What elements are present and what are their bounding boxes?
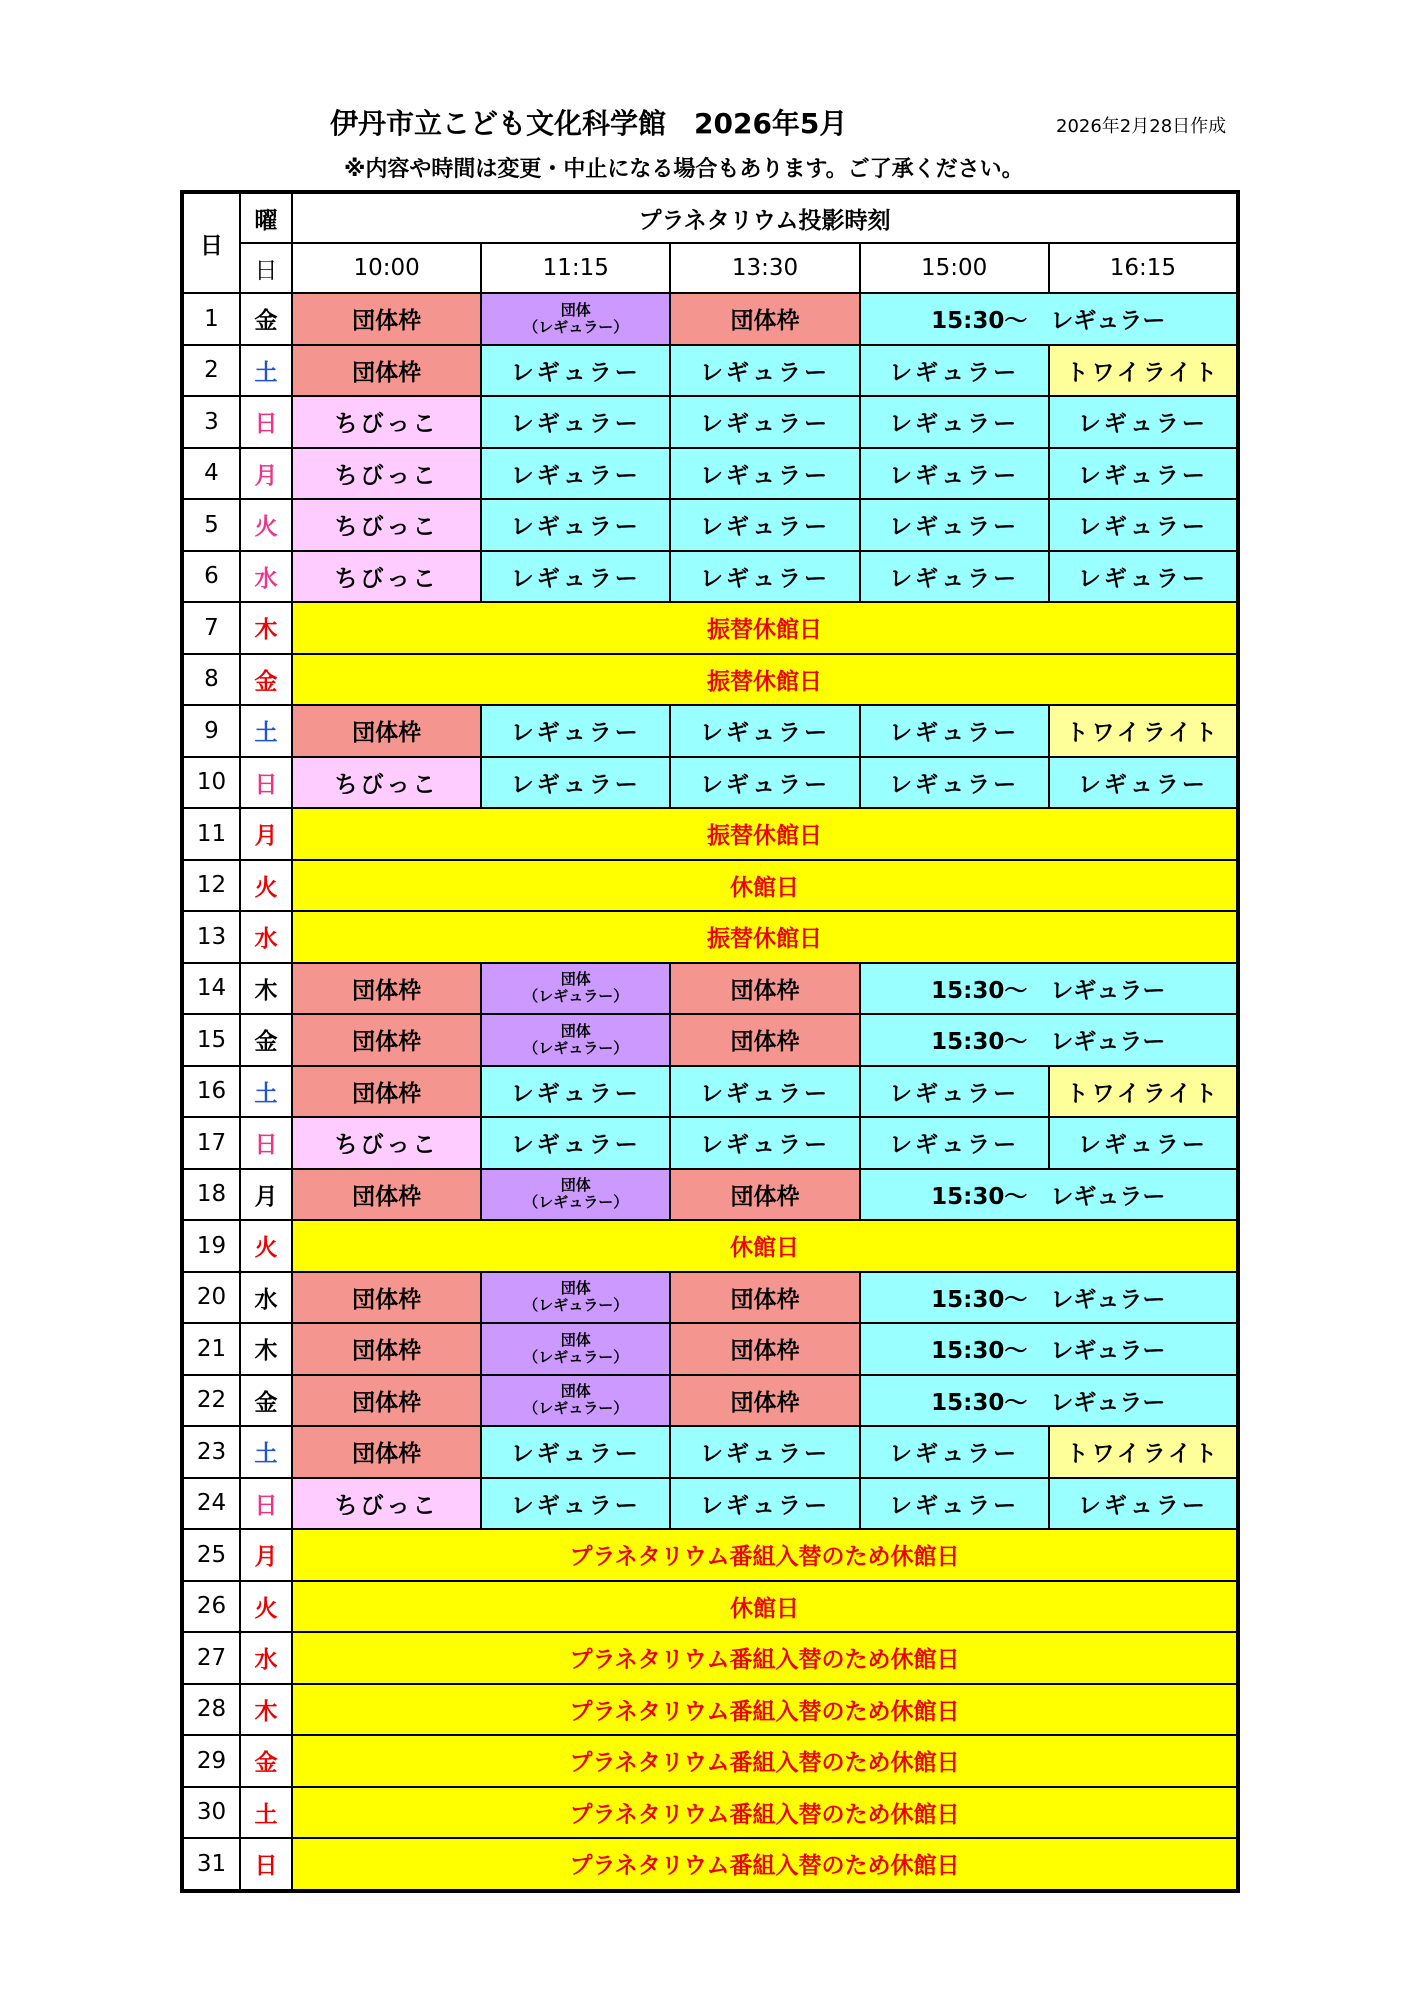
regular-slot: レギュラー	[670, 396, 859, 448]
regular-slot: レギュラー	[860, 705, 1049, 757]
weekday-cell: 水	[240, 551, 292, 603]
regular-slot: レギュラー	[481, 1066, 670, 1118]
table-row	[182, 1066, 1238, 1118]
day-number: 9	[182, 705, 240, 757]
dantai-slot: 団体枠	[670, 1272, 859, 1324]
dantai-slot: 団体枠	[670, 1323, 859, 1375]
regular-small-label: （レギュラー）	[523, 1296, 629, 1315]
dantai-regular-slot	[481, 1323, 670, 1375]
regular-small-label: （レギュラー）	[523, 317, 629, 336]
dantai-regular-slot	[481, 1375, 670, 1427]
day-number: 13	[182, 911, 240, 963]
day-number: 10	[182, 757, 240, 809]
weekday-cell: 土	[240, 1787, 292, 1839]
weekday-cell: 水	[240, 911, 292, 963]
day-number: 18	[182, 1169, 240, 1221]
regular-slot: レギュラー	[481, 345, 670, 397]
weekday-cell: 木	[240, 1323, 292, 1375]
regular-small-label: （レギュラー）	[523, 1038, 629, 1057]
table-row	[182, 499, 1238, 551]
regular-slot: レギュラー	[481, 1426, 670, 1478]
regular-slot: レギュラー	[481, 1478, 670, 1530]
dantai-small-label: 団体	[560, 1176, 591, 1194]
day-number: 2	[182, 345, 240, 397]
dantai-slot: 団体枠	[292, 963, 481, 1015]
weekday-cell: 木	[240, 602, 292, 654]
regular-slot: レギュラー	[481, 757, 670, 809]
table-row	[182, 1426, 1238, 1478]
dantai-slot: 団体枠	[292, 1323, 481, 1375]
day-number: 1	[182, 293, 240, 345]
dantai-slot: 団体枠	[292, 1426, 481, 1478]
table-row	[182, 1735, 1238, 1787]
regular-slot: レギュラー	[860, 396, 1049, 448]
regular-slot: レギュラー	[860, 1066, 1049, 1118]
closed-day-cell: プラネタリウム番組入替のため休館日	[292, 1684, 1238, 1736]
closed-day-cell: 振替休館日	[292, 654, 1238, 706]
day-number: 17	[182, 1117, 240, 1169]
table-row	[182, 602, 1238, 654]
header-day: 日	[182, 192, 240, 293]
weekday-cell: 金	[240, 293, 292, 345]
dantai-small-label: 団体	[560, 1382, 591, 1400]
header-time-1000: 10:00	[292, 243, 481, 293]
closed-day-cell: 振替休館日	[292, 911, 1238, 963]
weekday-cell: 水	[240, 1632, 292, 1684]
twilight-slot: トワイライト	[1049, 1066, 1238, 1118]
weekday-cell: 月	[240, 448, 292, 500]
weekday-cell: 木	[240, 963, 292, 1015]
late-regular-slot: 15:30～ レギュラー	[860, 1375, 1238, 1427]
day-number: 3	[182, 396, 240, 448]
table-row	[182, 808, 1238, 860]
regular-slot: レギュラー	[481, 705, 670, 757]
day-number: 6	[182, 551, 240, 603]
regular-slot: レギュラー	[670, 1426, 859, 1478]
header-time-1615: 16:15	[1049, 243, 1238, 293]
header-time-1500: 15:00	[860, 243, 1049, 293]
day-number: 7	[182, 602, 240, 654]
header-weekday-bottom: 日	[240, 243, 292, 293]
dantai-slot: 団体枠	[292, 1169, 481, 1221]
weekday-cell: 月	[240, 808, 292, 860]
day-number: 24	[182, 1478, 240, 1530]
day-number: 15	[182, 1014, 240, 1066]
twilight-slot: トワイライト	[1049, 345, 1238, 397]
day-number: 22	[182, 1375, 240, 1427]
regular-slot: レギュラー	[1049, 448, 1238, 500]
closed-day-cell: プラネタリウム番組入替のため休館日	[292, 1529, 1238, 1581]
regular-slot: レギュラー	[860, 1426, 1049, 1478]
regular-slot: レギュラー	[860, 499, 1049, 551]
regular-slot: レギュラー	[1049, 396, 1238, 448]
twilight-slot: トワイライト	[1049, 705, 1238, 757]
regular-slot: レギュラー	[670, 1478, 859, 1530]
header-weekday-top: 曜	[240, 192, 292, 243]
regular-slot: レギュラー	[670, 1117, 859, 1169]
regular-slot: レギュラー	[481, 448, 670, 500]
chibikko-slot: ちびっこ	[292, 499, 481, 551]
late-regular-slot: 15:30～ レギュラー	[860, 1169, 1238, 1221]
late-regular-slot: 15:30～ レギュラー	[860, 1323, 1238, 1375]
dantai-slot: 団体枠	[292, 293, 481, 345]
weekday-cell: 日	[240, 1117, 292, 1169]
table-row	[182, 1014, 1238, 1066]
table-row	[182, 757, 1238, 809]
day-number: 4	[182, 448, 240, 500]
regular-slot: レギュラー	[860, 551, 1049, 603]
weekday-cell: 水	[240, 1272, 292, 1324]
regular-slot: レギュラー	[860, 448, 1049, 500]
regular-small-label: （レギュラー）	[523, 1399, 629, 1418]
day-number: 21	[182, 1323, 240, 1375]
table-row	[182, 1272, 1238, 1324]
table-row	[182, 1117, 1238, 1169]
day-number: 29	[182, 1735, 240, 1787]
weekday-cell: 月	[240, 1169, 292, 1221]
table-row	[182, 705, 1238, 757]
chibikko-slot: ちびっこ	[292, 1117, 481, 1169]
weekday-cell: 金	[240, 1014, 292, 1066]
dantai-slot: 団体枠	[292, 1375, 481, 1427]
table-row	[182, 1323, 1238, 1375]
weekday-cell: 火	[240, 1220, 292, 1272]
regular-slot: レギュラー	[670, 345, 859, 397]
dantai-slot: 団体枠	[670, 293, 859, 345]
regular-slot: レギュラー	[670, 551, 859, 603]
weekday-cell: 火	[240, 499, 292, 551]
weekday-cell: 木	[240, 1684, 292, 1736]
regular-small-label: （レギュラー）	[523, 1347, 629, 1366]
day-number: 5	[182, 499, 240, 551]
dantai-slot: 団体枠	[670, 1169, 859, 1221]
table-row	[182, 1375, 1238, 1427]
weekday-cell: 火	[240, 1581, 292, 1633]
closed-day-cell: プラネタリウム番組入替のため休館日	[292, 1632, 1238, 1684]
regular-slot: レギュラー	[481, 551, 670, 603]
table-row	[182, 1838, 1238, 1891]
dantai-small-label: 団体	[560, 970, 591, 988]
schedule-table	[180, 190, 1240, 1893]
table-row	[182, 345, 1238, 397]
weekday-cell: 土	[240, 705, 292, 757]
dantai-small-label: 団体	[560, 1330, 591, 1349]
table-row	[182, 293, 1238, 345]
regular-slot: レギュラー	[670, 757, 859, 809]
late-regular-slot: 15:30～ レギュラー	[860, 963, 1238, 1015]
created-date: 2026年2月28日作成	[1056, 116, 1227, 137]
regular-slot: レギュラー	[1049, 499, 1238, 551]
closed-day-cell: 休館日	[292, 1581, 1238, 1633]
table-row	[182, 1581, 1238, 1633]
chibikko-slot: ちびっこ	[292, 1478, 481, 1530]
regular-small-label: （レギュラー）	[523, 1193, 629, 1212]
closed-day-cell: 振替休館日	[292, 602, 1238, 654]
day-number: 26	[182, 1581, 240, 1633]
chibikko-slot: ちびっこ	[292, 448, 481, 500]
day-number: 12	[182, 860, 240, 912]
day-number: 27	[182, 1632, 240, 1684]
table-row	[182, 1169, 1238, 1221]
dantai-slot: 団体枠	[670, 1014, 859, 1066]
regular-slot: レギュラー	[1049, 757, 1238, 809]
table-row	[182, 448, 1238, 500]
weekday-cell: 日	[240, 1478, 292, 1530]
regular-small-label: （レギュラー）	[523, 987, 629, 1006]
weekday-cell: 火	[240, 860, 292, 912]
closed-day-cell: プラネタリウム番組入替のため休館日	[292, 1838, 1238, 1891]
regular-slot: レギュラー	[481, 499, 670, 551]
late-regular-slot: 15:30～ レギュラー	[860, 293, 1238, 345]
table-row	[182, 1787, 1238, 1839]
closed-day-cell: 休館日	[292, 860, 1238, 912]
weekday-cell: 土	[240, 1066, 292, 1118]
page-title: 伊丹市立こども文化科学館 2026年5月	[330, 107, 848, 140]
day-number: 28	[182, 1684, 240, 1736]
dantai-regular-slot	[481, 1014, 670, 1066]
notice-text: ※内容や時間は変更・中止になる場合もあります。ご了承ください。	[344, 157, 1024, 182]
regular-slot: レギュラー	[1049, 551, 1238, 603]
weekday-cell: 日	[240, 757, 292, 809]
dantai-slot: 団体枠	[292, 1066, 481, 1118]
closed-day-cell: プラネタリウム番組入替のため休館日	[292, 1735, 1238, 1787]
chibikko-slot: ちびっこ	[292, 551, 481, 603]
weekday-cell: 金	[240, 1735, 292, 1787]
weekday-cell: 日	[240, 396, 292, 448]
closed-day-cell: 振替休館日	[292, 808, 1238, 860]
dantai-slot: 団体枠	[292, 705, 481, 757]
dantai-small-label: 団体	[560, 1021, 591, 1040]
day-number: 11	[182, 808, 240, 860]
day-number: 31	[182, 1838, 240, 1891]
schedule-body	[182, 293, 1238, 1891]
regular-slot: レギュラー	[481, 396, 670, 448]
dantai-regular-slot	[481, 963, 670, 1015]
dantai-small-label: 団体	[560, 1279, 591, 1297]
weekday-cell: 日	[240, 1838, 292, 1891]
day-number: 16	[182, 1066, 240, 1118]
header-time-1115: 11:15	[481, 243, 670, 293]
table-row	[182, 1478, 1238, 1530]
late-regular-slot: 15:30～ レギュラー	[860, 1014, 1238, 1066]
dantai-regular-slot	[481, 1169, 670, 1221]
late-regular-slot: 15:30～ レギュラー	[860, 1272, 1238, 1324]
regular-slot: レギュラー	[670, 499, 859, 551]
weekday-cell: 金	[240, 1375, 292, 1427]
table-row	[182, 1632, 1238, 1684]
day-number: 23	[182, 1426, 240, 1478]
header-time-1330: 13:30	[670, 243, 859, 293]
table-row	[182, 1529, 1238, 1581]
regular-slot: レギュラー	[860, 1117, 1049, 1169]
table-row	[182, 1220, 1238, 1272]
dantai-regular-slot	[481, 293, 670, 345]
dantai-slot: 団体枠	[292, 1014, 481, 1066]
day-number: 19	[182, 1220, 240, 1272]
regular-slot: レギュラー	[1049, 1117, 1238, 1169]
closed-day-cell: 休館日	[292, 1220, 1238, 1272]
header-planetarium-times: プラネタリウム投影時刻	[292, 192, 1238, 243]
chibikko-slot: ちびっこ	[292, 757, 481, 809]
dantai-regular-slot	[481, 1272, 670, 1324]
weekday-cell: 金	[240, 654, 292, 706]
regular-slot: レギュラー	[670, 448, 859, 500]
table-row	[182, 860, 1238, 912]
table-row	[182, 551, 1238, 603]
regular-slot: レギュラー	[1049, 1478, 1238, 1530]
table-row	[182, 1684, 1238, 1736]
closed-day-cell: プラネタリウム番組入替のため休館日	[292, 1787, 1238, 1839]
day-number: 14	[182, 963, 240, 1015]
dantai-slot: 団体枠	[670, 1375, 859, 1427]
table-row	[182, 911, 1238, 963]
regular-slot: レギュラー	[860, 1478, 1049, 1530]
weekday-cell: 土	[240, 345, 292, 397]
dantai-slot: 団体枠	[292, 1272, 481, 1324]
regular-slot: レギュラー	[860, 757, 1049, 809]
dantai-small-label: 団体	[560, 300, 591, 319]
regular-slot: レギュラー	[481, 1117, 670, 1169]
weekday-cell: 月	[240, 1529, 292, 1581]
chibikko-slot: ちびっこ	[292, 396, 481, 448]
weekday-cell: 土	[240, 1426, 292, 1478]
regular-slot: レギュラー	[860, 345, 1049, 397]
day-number: 8	[182, 654, 240, 706]
regular-slot: レギュラー	[670, 1066, 859, 1118]
dantai-slot: 団体枠	[670, 963, 859, 1015]
day-number: 20	[182, 1272, 240, 1324]
table-row	[182, 654, 1238, 706]
table-row	[182, 396, 1238, 448]
dantai-slot: 団体枠	[292, 345, 481, 397]
day-number: 25	[182, 1529, 240, 1581]
day-number: 30	[182, 1787, 240, 1839]
regular-slot: レギュラー	[670, 705, 859, 757]
twilight-slot: トワイライト	[1049, 1426, 1238, 1478]
table-row	[182, 963, 1238, 1015]
